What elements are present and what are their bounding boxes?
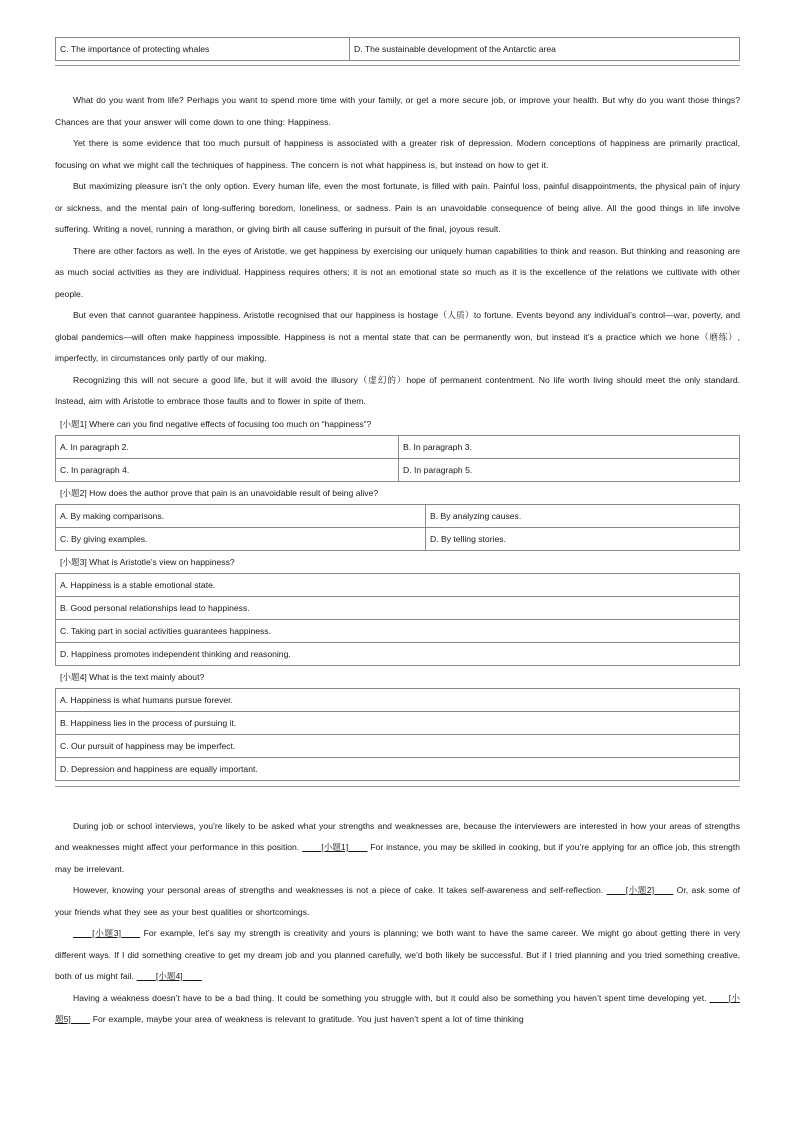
q2-option-a[interactable]: A. By making comparisons.	[56, 504, 426, 527]
cloze-paragraph-1	[55, 816, 740, 881]
q4-option-d[interactable]: D. Depression and happiness are equally important.	[56, 757, 740, 780]
q3-option-c[interactable]: C. Taking part in social activities guarantees happiness.	[56, 619, 740, 642]
q2-option-b[interactable]: B. By analyzing causes.	[426, 504, 740, 527]
blank-1[interactable]: ____[小题1]____	[302, 842, 368, 852]
text: During job or school interviews, you’re likely to be asked what your strengths and weaknesses are, because the interviewers are interested in how your areas of strengths and weaknesses might affect your performance in this position.	[55, 820, 740, 852]
q3-option-a[interactable]: A. Happiness is a stable emotional state.	[56, 573, 740, 596]
q2-option-d[interactable]: D. By telling stories.	[426, 527, 740, 550]
text: Or, ask some of your friends what they see as your best qualities or shortcomings.	[55, 885, 740, 917]
paragraph-2: Yet there is some evidence that too much pursuit of happiness is associated with a greater risk of depression. Modern conceptions of happiness are primarily practical, focusing on what we might call the techniques of happiness. The concern is not what happiness is, but instead on how to get it.	[55, 138, 740, 170]
paragraph-1: What do you want from life? Perhaps you want to spend more time with your family, or get a more secure job, or improve your health. But why do you want those things? Chances are that your answer will come down to one thing: Happiness.	[55, 95, 740, 127]
paragraph-5: But even that cannot guarantee happiness. Aristotle recognised that our happiness is hostage（人质）to fortune. Events beyond any individual’s control—war, poverty, and global pandemics—will often make happiness impossible. Happiness is not a mental state that can be permanently won, but instead it’s a practice which we hone（磨练）, imperfectly, in circumstances only partly of our making.	[55, 310, 740, 363]
cloze-paragraph-3	[55, 923, 740, 988]
question-4-options	[55, 688, 740, 781]
text: However, knowing your personal areas of strengths and weaknesses is not a piece of cake. It takes self-awareness and self-reflection.	[73, 885, 607, 895]
q4-option-a[interactable]: A. Happiness is what humans pursue forever.	[56, 688, 740, 711]
paragraph-3: But maximizing pleasure isn’t the only option. Every human life, even the most fortunate, is filled with pain. Painful loss, painful disappointments, the physical pain of injury or sickness, and the mental pain of long-suffering boredom, loneliness, or sadness. Pain is an unavoidable consequence of being alive. All the good things in life involve suffering. Writing a novel, running a marathon, or giving birth all cause suffering in pursuit of the final, joyous result.	[55, 181, 740, 234]
section-divider-2	[55, 786, 740, 787]
question-3-options	[55, 573, 740, 666]
paragraph-4: There are other factors as well. In the eyes of Aristotle, we get happiness by exercising our uniquely human capabilities to think and reason. But thinking and reasoning are as much social activities as they are individual. Happiness requires others; it is not an emotional state so much as it is the excellence of the relations we cultivate with other people.	[55, 245, 740, 299]
reading-passage-2	[55, 816, 740, 1031]
document-page	[55, 37, 740, 1031]
option-d[interactable]: D. The sustainable development of the Antarctic area	[350, 38, 740, 61]
question-1-stem: [小题1] Where can you find negative effects of focusing too much on “happiness”?	[60, 418, 372, 429]
option-c[interactable]: C. The importance of protecting whales	[56, 38, 350, 61]
question-3-stem: [小题3] What is Aristotle’s view on happiness?	[60, 556, 235, 567]
reading-passage-1	[55, 90, 740, 413]
q1-option-c[interactable]: C. In paragraph 4.	[56, 458, 399, 481]
cloze-paragraph-2	[55, 880, 740, 923]
question-1-options	[55, 435, 740, 482]
cloze-paragraph-4	[55, 988, 740, 1031]
q1-option-d[interactable]: D. In paragraph 5.	[399, 458, 740, 481]
text: For instance, you may be skilled in cooking, but if you’re applying for an office job, this strength may be irrelevant.	[55, 842, 740, 874]
blank-4[interactable]: ____[小题4]____	[136, 971, 202, 981]
q1-option-a[interactable]: A. In paragraph 2.	[56, 435, 399, 458]
q4-option-c[interactable]: C. Our pursuit of happiness may be imperfect.	[56, 734, 740, 757]
paragraph-6: Recognizing this will not secure a good life, but it will avoid the illusory（虚幻的）hope of permanent contentment. No life worth living should meet the only standard. Instead, aim with Aristotle to embrace those faults and to flower in spite of them.	[55, 374, 740, 406]
text: For example, let’s say my strength is creativity and yours is planning; we both want to have the same career. We might go about getting there in very different ways. If I did something creative to get my dream job and you planned carefully, we’d both likely be successful. But if I tried planning and you tried something creative, both of us might fail.	[55, 928, 740, 981]
question-2-stem: [小题2] How does the author prove that pain is an unavoidable result of being alive?	[60, 487, 379, 498]
q2-option-c[interactable]: C. By giving examples.	[56, 527, 426, 550]
q1-option-b[interactable]: B. In paragraph 3.	[399, 435, 740, 458]
previous-question-options	[55, 37, 740, 61]
text: For example, maybe your area of weakness is relevant to gratitude. You just haven’t spent a lot of time thinking	[89, 1014, 524, 1024]
text: Having a weakness doesn’t have to be a bad thing. It could be something you struggle with, but it could also be something you haven’t spent time developing yet.	[73, 992, 710, 1003]
section-divider	[55, 65, 740, 66]
question-2-options	[55, 504, 740, 551]
blank-2[interactable]: ____[小题2]____	[606, 885, 674, 895]
question-4-stem: [小题4] What is the text mainly about?	[60, 671, 205, 682]
blank-3[interactable]: ____[小题3]____	[73, 928, 141, 938]
q3-option-d[interactable]: D. Happiness promotes independent thinking and reasoning.	[56, 642, 740, 665]
q4-option-b[interactable]: B. Happiness lies in the process of pursuing it.	[56, 711, 740, 734]
blank-5[interactable]: ____[小题5]____	[55, 992, 740, 1024]
q3-option-b[interactable]: B. Good personal relationships lead to happiness.	[56, 596, 740, 619]
